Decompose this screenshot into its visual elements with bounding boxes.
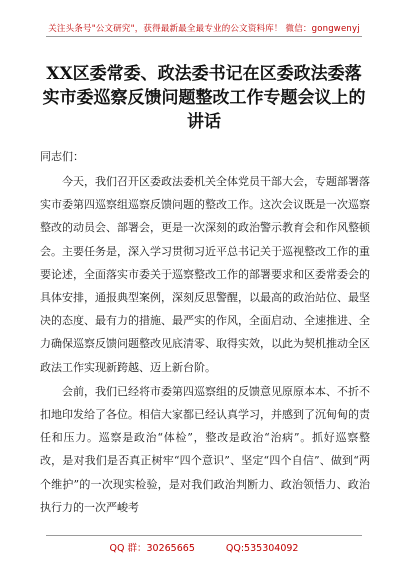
document-title: XX区委常委、政法委书记在区委政法委落实市委巡察反馈问题整改工作专题会议上的讲话 xyxy=(42,64,366,132)
header-divider xyxy=(46,36,362,37)
salutation: 同志们： xyxy=(40,150,84,163)
footer-contacts xyxy=(0,540,408,554)
paragraph: 会前，我们已经将市委第四巡察组的反馈意见原原本本、不折不扣地印发给了各位。相信大家都已经认真学习，并感到了沉甸甸的责任和压力。巡察是政治“体检”，整改是政治“治病”。抓好巡察整改，是对我们是否真正树牢“四个意识”、坚定“四个自信”、做到“两个维护”的一次现实检验，是对我们政治判断力、政治领悟力、政治执行力的一次严峻考 xyxy=(40,384,370,514)
paragraph: 今天，我们召开区委政法委机关全体党员干部大会，专题部署落实市委第四巡察组巡察反馈问题的整改工作。这次会议既是一次巡察整改的动员会、部署会，更是一次深刻的政治警示教育会和作风整顿会。主要任务是，深入学习贯彻习近平总书记关于巡视整改工作的重要论述，全面落实市委关于巡察整改工作的部署要求和区委常委会的具体安排，通报典型案例，深刻反思警醒，以最高的政治站位、最坚决的态度、最有力的措施、最严实的作风，全面启动、全速推进、全力确保巡察反馈问题整改见底清零、取得实效，以此为契机推动全区政法工作实现新跨越、迈上新台阶。 xyxy=(40,175,370,374)
footer-divider xyxy=(46,535,362,536)
document-body xyxy=(40,170,370,519)
qq-number: QQ:535304092 xyxy=(225,543,299,554)
qq-group-number: QQ 群：30265665 xyxy=(109,543,195,554)
header-note: 关注头条号"公文研究"，获得最新最全最专业的公文资料库！ 微信：gongwenyj xyxy=(48,24,360,34)
